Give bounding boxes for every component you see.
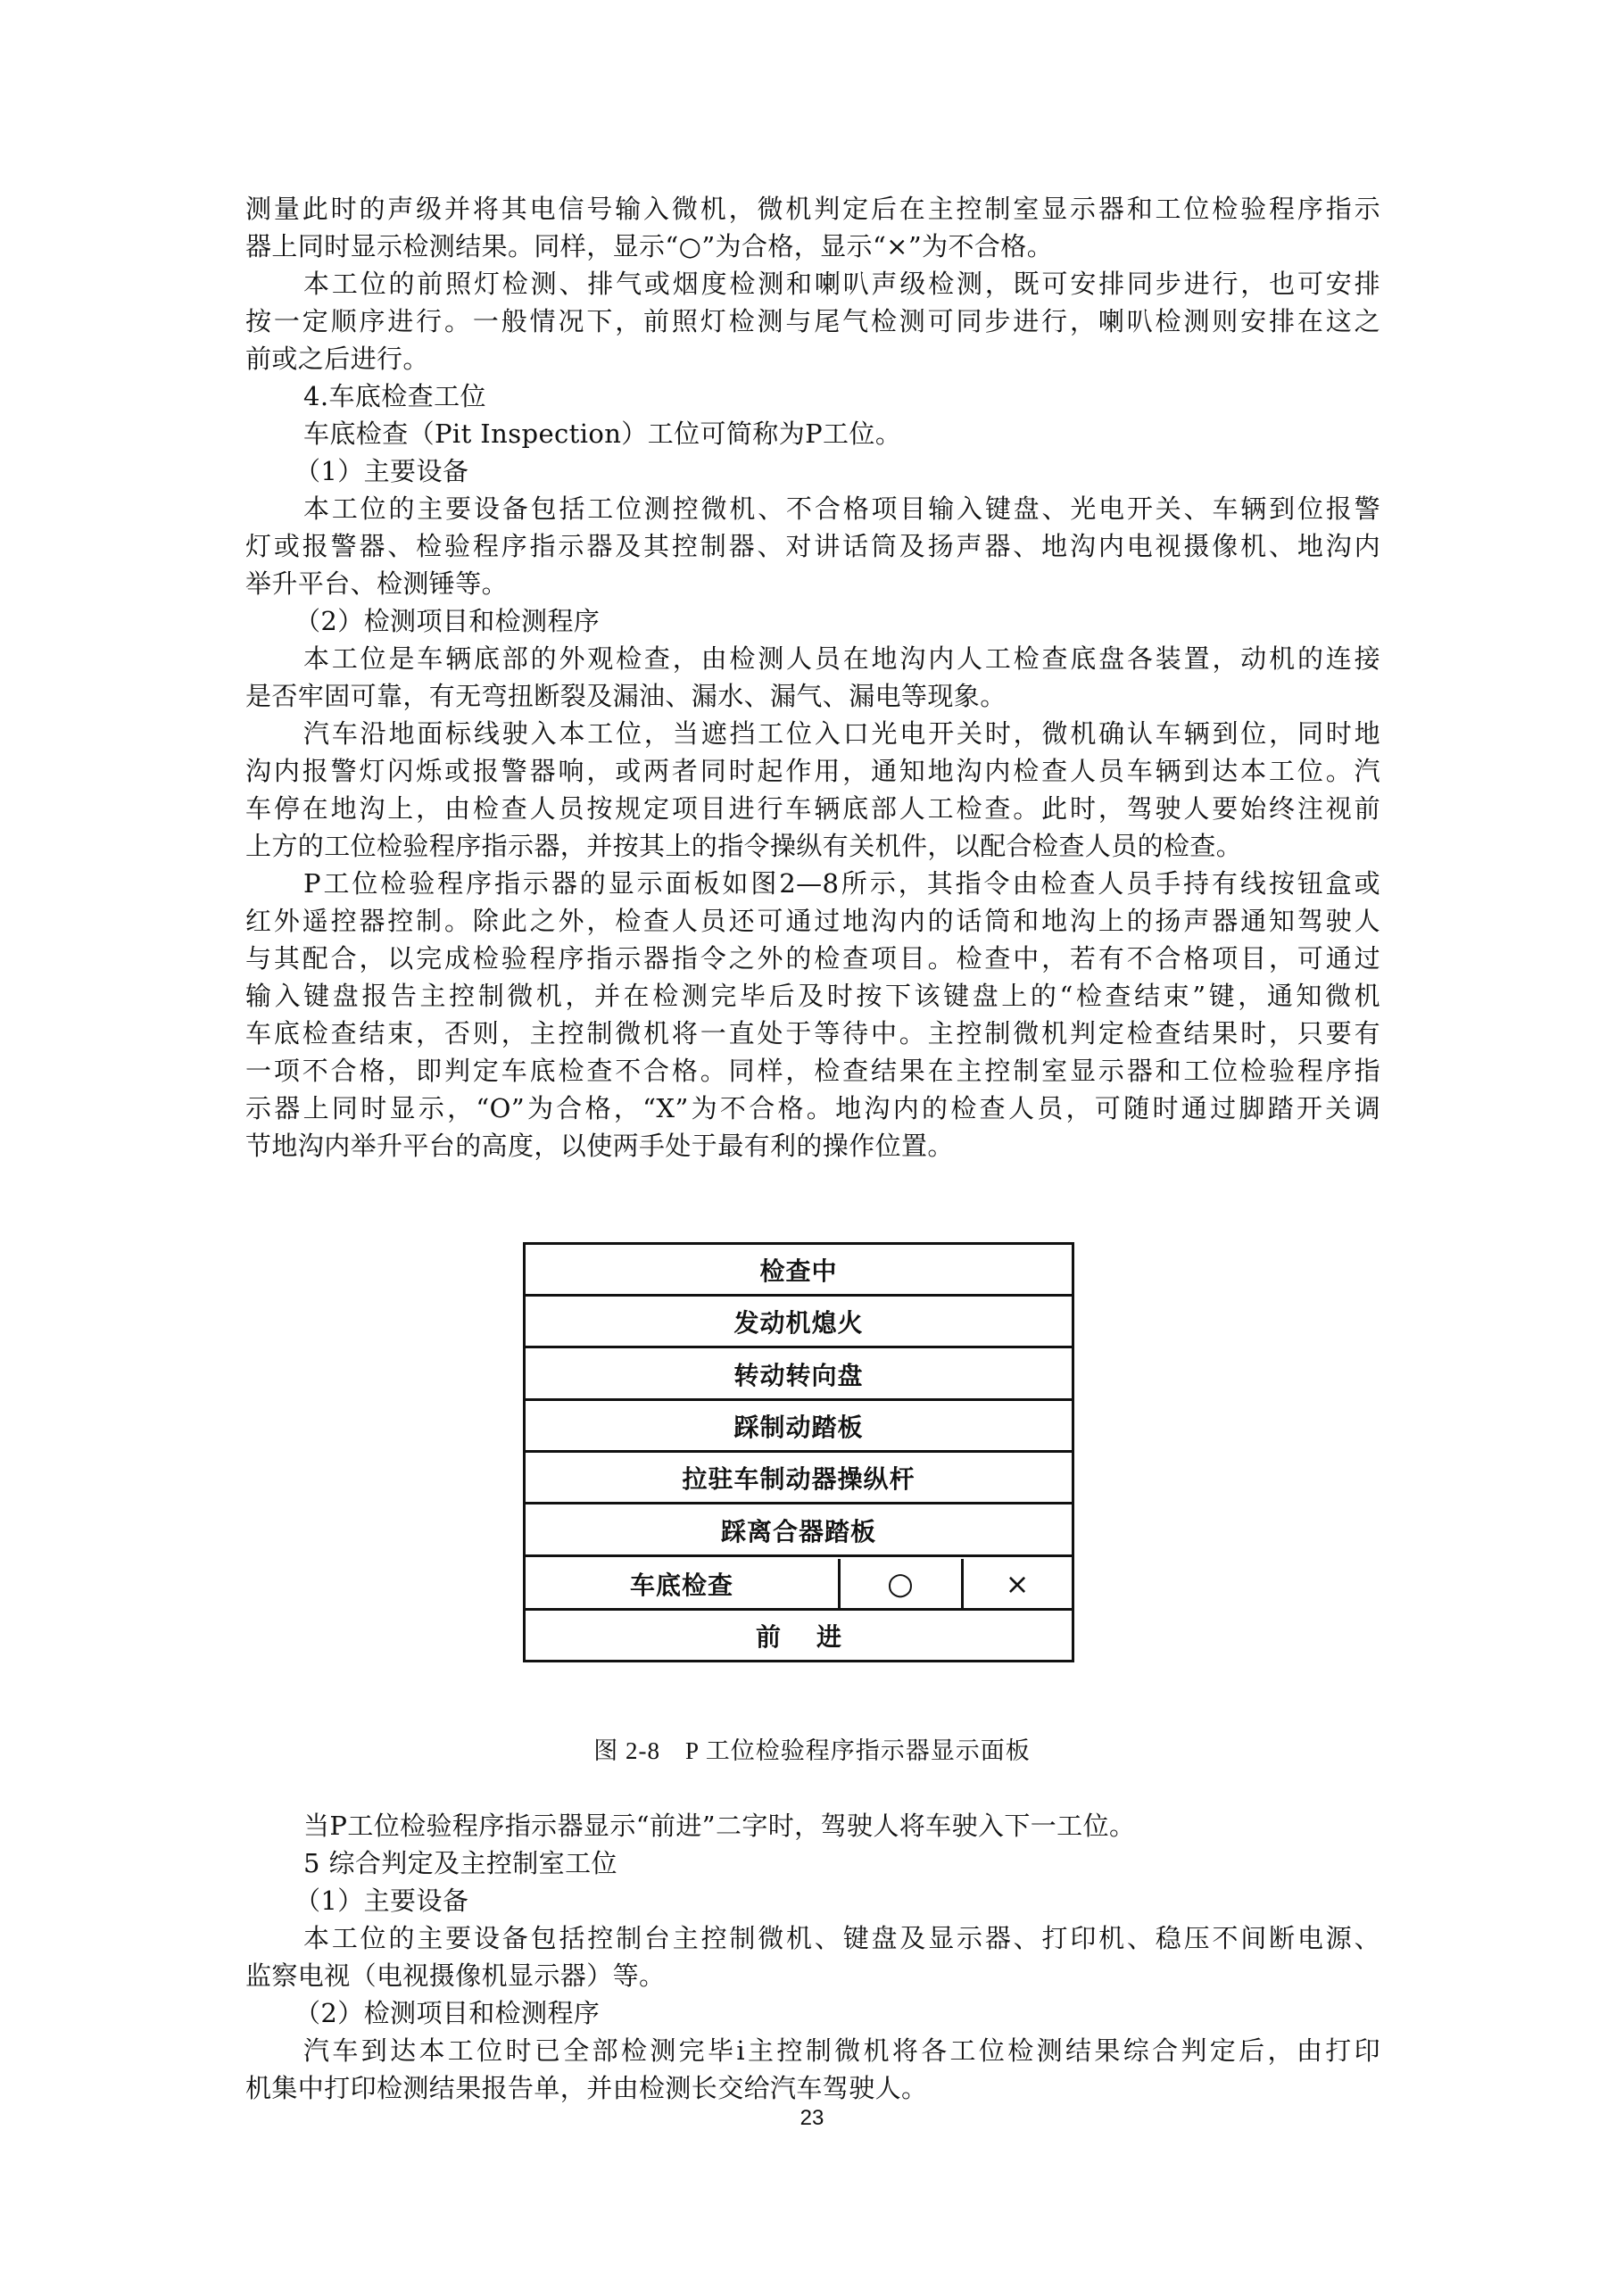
paragraph-line: 汽车到达本工位时已全部检测完毕i主控制微机将各工位检测结果综合判定后，由打印 — [303, 2035, 1380, 2066]
result-label: 车底检查 — [629, 1570, 733, 1600]
paragraph-line: 沟内报警灯闪烁或报警器响，或两者同时起作用，通知地沟内检查人员车辆到达本工位。汽 — [245, 756, 1380, 786]
paragraph-line: 输入键盘报告主控制微机，并在检测完毕后及时按下该键盘上的“检查结束”键，通知微机 — [245, 981, 1380, 1011]
forward-label: 前进 — [755, 1621, 877, 1652]
fail-cross-icon: × — [1005, 1566, 1031, 1601]
section-heading: 4.车底检查工位 — [303, 381, 486, 411]
subsection-heading: （2）检测项目和检测程序 — [294, 1998, 601, 2028]
paragraph-line: 举升平台、检测锤等。 — [245, 568, 509, 599]
paragraph-line: 是否牢固可靠，有无弯扭断裂及漏油、漏水、漏气、漏电等现象。 — [245, 681, 1007, 711]
paragraph-line: 汽车沿地面标线驶入本工位，当遮挡工位入口光电开关时，微机确认车辆到位，同时地 — [303, 718, 1380, 749]
paragraph-line: 示器上同时显示，“O”为合格，“X”为不合格。地沟内的检查人员，可随时通过脚踏开关调 — [245, 1093, 1380, 1123]
pass-cell — [838, 1559, 961, 1608]
subsection-heading: （2）检测项目和检测程序 — [294, 606, 601, 636]
panel-row — [526, 1297, 1072, 1348]
panel-row-label: 踩制动踏板 — [733, 1412, 864, 1442]
panel-row-label: 踩离合器踏板 — [720, 1516, 876, 1546]
section-heading: 5 综合判定及主控制室工位 — [303, 1848, 617, 1878]
panel-row — [526, 1349, 1072, 1401]
paragraph-line: 按一定顺序进行。一般情况下，前照灯检测与尾气检测可同步进行，喇叭检测则安排在这之 — [245, 306, 1380, 336]
indicator-display-panel — [523, 1242, 1074, 1662]
paragraph-line: 车停在地沟上，由检查人员按规定项目进行车辆底部人工检查。此时，驾驶人要始终注视前 — [245, 793, 1380, 824]
panel-row — [526, 1453, 1072, 1504]
panel-row — [526, 1505, 1072, 1557]
page-number: 23 — [800, 2106, 824, 2130]
paragraph-line: 车底检查结束，否则，主控制微机将一直处于等待中。主控制微机判定检查结果时，只要有 — [245, 1018, 1380, 1049]
fail-cell — [961, 1559, 1072, 1608]
panel-result-row — [526, 1559, 1072, 1611]
figure-caption: 图 2-8 P 工位检验程序指示器显示面板 — [593, 1737, 1031, 1764]
paragraph-line: 红外遥控器控制。除此之外，检查人员还可通过地沟内的话筒和地沟上的扬声器通知驾驶人 — [245, 906, 1380, 936]
pass-circle-icon: ○ — [887, 1565, 915, 1602]
paragraph-line: 本工位的主要设备包括控制台主控制微机、键盘及显示器、打印机、稳压不间断电源、 — [303, 1923, 1380, 1953]
panel-row — [526, 1401, 1072, 1453]
paragraph-line: 车底检查（Pit Inspection）工位可简称为P工位。 — [303, 419, 902, 449]
panel-row-label: 检查中 — [759, 1256, 838, 1286]
result-label-cell — [526, 1559, 838, 1608]
paragraph-line: 节地沟内举升平台的高度，以使两手处于最有利的操作位置。 — [245, 1131, 954, 1161]
paragraph-line: P工位检验程序指示器的显示面板如图2—8所示，其指令由检查人员手持有线按钮盒或 — [303, 868, 1380, 899]
subsection-heading: （1）主要设备 — [294, 1886, 469, 1916]
paragraph-line: 本工位的前照灯检测、排气或烟度检测和喇叭声级检测，既可安排同步进行，也可安排 — [303, 269, 1380, 299]
paragraph-line: 与其配合，以完成检验程序指示器指令之外的检查项目。检查中，若有不合格项目，可通过 — [245, 943, 1380, 974]
panel-row-label: 转动转向盘 — [733, 1360, 864, 1390]
paragraph-line: 前或之后进行。 — [245, 344, 429, 374]
panel-row-label: 发动机熄火 — [733, 1307, 864, 1338]
paragraph-line: 本工位是车辆底部的外观检查，由检测人员在地沟内人工检查底盘各装置，动机的连接 — [303, 643, 1380, 674]
panel-forward-row — [526, 1611, 1072, 1660]
paragraph-line: 机集中打印检测结果报告单，并由检测长交给汽车驾驶人。 — [245, 2073, 928, 2103]
paragraph-line: 本工位的主要设备包括工位测控微机、不合格项目输入键盘、光电开关、车辆到位报警 — [303, 493, 1380, 524]
paragraph-line: 当P工位检验程序指示器显示“前进”二字时，驾驶人将车驶入下一工位。 — [303, 1811, 1136, 1841]
panel-row-label: 拉驻车制动器操纵杆 — [682, 1463, 916, 1494]
paragraph-line: 测量此时的声级并将其电信号输入微机，微机判定后在主控制室显示器和工位检验程序指示 — [245, 194, 1380, 224]
paragraph-line: 监察电视（电视摄像机显示器）等。 — [245, 1960, 666, 1991]
paragraph-line: 灯或报警器、检验程序指示器及其控制器、对讲话筒及扬声器、地沟内电视摄像机、地沟内 — [245, 531, 1380, 561]
panel-row — [526, 1245, 1072, 1297]
subsection-heading: （1）主要设备 — [294, 456, 469, 486]
paragraph-line: 上方的工位检验程序指示器，并按其上的指令操纵有关机件，以配合检查人员的检查。 — [245, 831, 1243, 861]
paragraph-line: 器上同时显示检测结果。同样，显示“○”为合格，显示“×”为不合格。 — [245, 231, 1054, 261]
paragraph-line: 一项不合格，即判定车底检查不合格。同样，检查结果在主控制室显示器和工位检验程序指 — [245, 1056, 1380, 1086]
